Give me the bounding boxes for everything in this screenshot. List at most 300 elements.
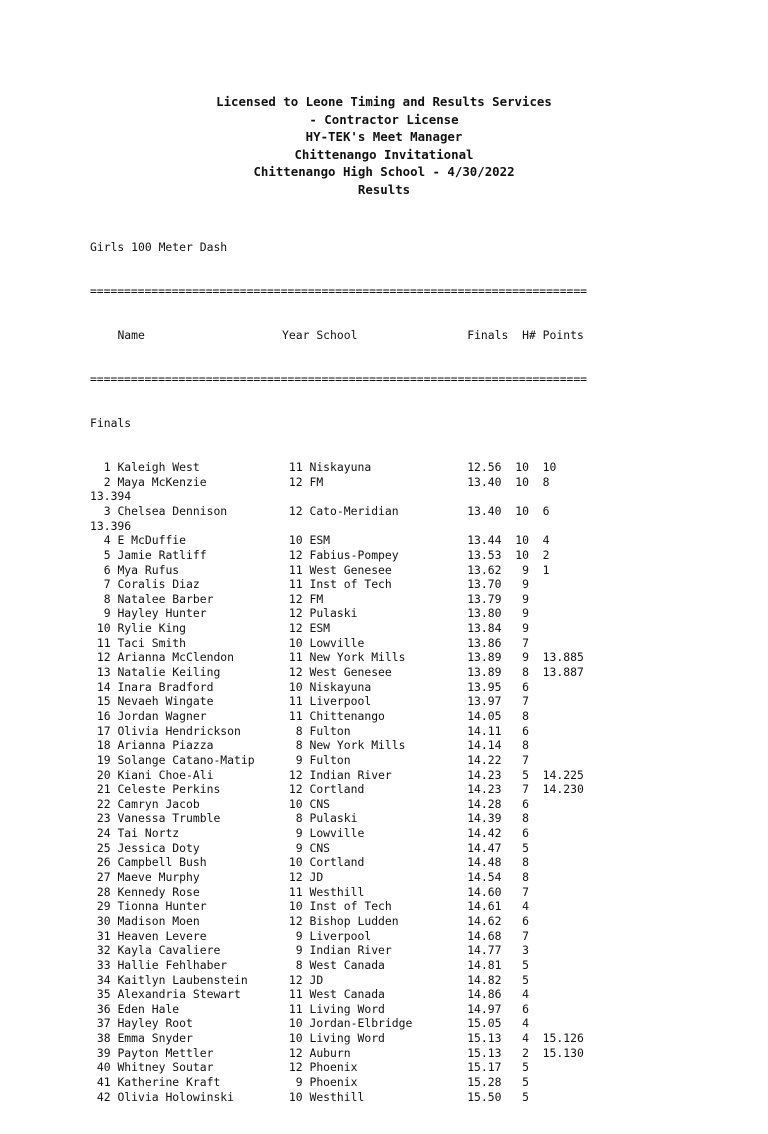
result-row bbox=[90, 460, 587, 475]
result-heat: 5 bbox=[501, 957, 529, 972]
result-place: 3 bbox=[90, 504, 118, 518]
result-row bbox=[90, 899, 587, 914]
result-school: Living Word bbox=[309, 1001, 447, 1016]
result-row bbox=[90, 826, 587, 841]
result-row bbox=[90, 929, 587, 944]
result-time: 15.13 bbox=[446, 1045, 502, 1060]
tie-time-row: 13.394 bbox=[90, 489, 132, 504]
result-year: 10 bbox=[288, 899, 310, 914]
result-school: ESM bbox=[309, 533, 447, 548]
section-label: Finals bbox=[90, 416, 132, 431]
result-heat: 7 bbox=[501, 635, 529, 650]
result-year: 10 bbox=[288, 1031, 310, 1046]
result-year: 12 bbox=[288, 547, 310, 562]
column-header-row bbox=[90, 328, 587, 343]
result-heat: 8 bbox=[501, 665, 529, 680]
result-name: Payton Mettler bbox=[117, 1045, 289, 1060]
result-school: CNS bbox=[309, 840, 447, 855]
result-school: Auburn bbox=[309, 1045, 447, 1060]
result-time: 13.40 bbox=[446, 474, 502, 489]
result-row bbox=[90, 1046, 587, 1061]
result-school: Pulaski bbox=[309, 811, 447, 826]
result-time: 14.97 bbox=[446, 1001, 502, 1016]
result-place: 37 bbox=[90, 1016, 118, 1031]
result-place: 42 bbox=[90, 1089, 118, 1104]
result-name: Tionna Hunter bbox=[117, 899, 289, 914]
result-place: 30 bbox=[90, 913, 118, 928]
result-place: 7 bbox=[90, 577, 118, 592]
column-finals: Finals bbox=[467, 328, 509, 343]
result-year: 11 bbox=[288, 884, 310, 899]
result-row bbox=[90, 841, 587, 856]
result-year: 11 bbox=[288, 650, 310, 665]
result-time: 15.17 bbox=[446, 1060, 502, 1075]
result-heat: 10 bbox=[501, 533, 529, 548]
result-place: 38 bbox=[90, 1031, 118, 1046]
result-name: E McDuffie bbox=[117, 533, 289, 548]
result-place: 8 bbox=[90, 591, 118, 606]
result-year: 11 bbox=[288, 987, 310, 1002]
result-points: 2 bbox=[528, 547, 550, 562]
result-school: Living Word bbox=[309, 1031, 447, 1046]
result-row bbox=[90, 680, 587, 695]
result-row bbox=[90, 724, 587, 739]
results-rows bbox=[90, 460, 587, 1104]
result-time: 13.89 bbox=[446, 650, 502, 665]
result-time: 14.48 bbox=[446, 855, 502, 870]
result-row bbox=[90, 738, 587, 753]
result-time: 15.05 bbox=[446, 1016, 502, 1031]
result-year: 8 bbox=[288, 811, 310, 826]
result-school: West Genesee bbox=[309, 562, 447, 577]
column-school: School bbox=[316, 328, 358, 343]
result-points: 15.126 bbox=[528, 1031, 584, 1046]
result-place: 39 bbox=[90, 1045, 118, 1060]
column-points: Points bbox=[542, 328, 584, 343]
result-heat: 4 bbox=[501, 987, 529, 1002]
result-time: 14.05 bbox=[446, 708, 502, 723]
result-time: 14.62 bbox=[446, 913, 502, 928]
result-place: 34 bbox=[90, 972, 118, 987]
result-school: CNS bbox=[309, 796, 447, 811]
result-place: 28 bbox=[90, 884, 118, 899]
separator-top: ========================================================================= bbox=[90, 284, 587, 299]
result-place: 32 bbox=[90, 943, 118, 958]
result-school: Liverpool bbox=[309, 694, 447, 709]
result-name: Hayley Root bbox=[117, 1016, 289, 1031]
result-place: 29 bbox=[90, 899, 118, 914]
result-place: 6 bbox=[90, 562, 118, 577]
result-year: 10 bbox=[288, 855, 310, 870]
result-year: 10 bbox=[288, 1016, 310, 1031]
result-heat: 8 bbox=[501, 738, 529, 753]
result-row bbox=[90, 943, 587, 958]
result-school: Indian River bbox=[309, 943, 447, 958]
result-name: Olivia Holowinski bbox=[117, 1089, 289, 1104]
result-name: Inara Bradford bbox=[117, 679, 289, 694]
result-row bbox=[90, 811, 587, 826]
result-school: Lowville bbox=[309, 826, 447, 841]
col-padding-name bbox=[90, 328, 117, 342]
result-heat: 4 bbox=[501, 899, 529, 914]
result-school: Cortland bbox=[309, 855, 447, 870]
result-row bbox=[90, 636, 587, 651]
result-row bbox=[90, 577, 587, 592]
result-time: 13.70 bbox=[446, 577, 502, 592]
result-place: 40 bbox=[90, 1060, 118, 1075]
result-row bbox=[90, 782, 587, 797]
result-name: Arianna McClendon bbox=[117, 650, 289, 665]
result-school: Phoenix bbox=[309, 1074, 447, 1089]
result-school: Pulaski bbox=[309, 606, 447, 621]
result-time: 15.50 bbox=[446, 1089, 502, 1104]
result-place: 9 bbox=[90, 606, 118, 621]
result-row bbox=[90, 885, 587, 900]
result-row bbox=[90, 1075, 587, 1090]
result-place: 33 bbox=[90, 957, 118, 972]
result-year: 12 bbox=[288, 767, 310, 782]
meet-name: Chittenango Invitational bbox=[294, 146, 474, 162]
result-school: Westhill bbox=[309, 1089, 447, 1104]
result-heat: 9 bbox=[501, 606, 529, 621]
result-year: 12 bbox=[288, 474, 310, 489]
result-heat: 10 bbox=[501, 547, 529, 562]
result-row bbox=[90, 797, 587, 812]
result-time: 13.53 bbox=[446, 547, 502, 562]
result-heat: 8 bbox=[501, 811, 529, 826]
result-heat: 2 bbox=[501, 1045, 529, 1060]
result-name: Campbell Bush bbox=[117, 855, 289, 870]
result-place: 11 bbox=[90, 635, 118, 650]
result-year: 10 bbox=[288, 1089, 310, 1104]
result-heat: 7 bbox=[501, 928, 529, 943]
result-row bbox=[90, 987, 587, 1002]
result-year: 11 bbox=[288, 562, 310, 577]
result-row bbox=[90, 1031, 587, 1046]
column-name: Name bbox=[117, 328, 145, 343]
result-year: 12 bbox=[288, 606, 310, 621]
result-heat: 6 bbox=[501, 913, 529, 928]
result-row bbox=[90, 855, 587, 870]
result-school: JD bbox=[309, 870, 447, 885]
result-name: Hayley Hunter bbox=[117, 606, 289, 621]
result-school: West Genesee bbox=[309, 665, 447, 680]
result-name: Kaleigh West bbox=[117, 460, 289, 475]
result-heat: 8 bbox=[501, 855, 529, 870]
result-name: Katherine Kraft bbox=[117, 1074, 289, 1089]
result-name: Vanessa Trumble bbox=[117, 811, 289, 826]
result-school: Niskayuna bbox=[309, 679, 447, 694]
result-time: 13.89 bbox=[446, 665, 502, 680]
result-year: 12 bbox=[288, 1060, 310, 1075]
result-row bbox=[90, 650, 587, 665]
result-year: 12 bbox=[288, 665, 310, 680]
result-heat: 10 bbox=[501, 504, 529, 518]
result-school: Bishop Ludden bbox=[309, 913, 447, 928]
result-year: 8 bbox=[288, 738, 310, 753]
result-time: 13.79 bbox=[446, 591, 502, 606]
result-row bbox=[90, 621, 587, 636]
result-time: 14.77 bbox=[446, 943, 502, 958]
result-heat: 6 bbox=[501, 1001, 529, 1016]
result-year: 12 bbox=[288, 972, 310, 987]
result-place: 21 bbox=[90, 782, 118, 797]
result-heat: 10 bbox=[501, 460, 529, 475]
result-row bbox=[90, 973, 587, 988]
result-year: 11 bbox=[288, 460, 310, 475]
result-row bbox=[90, 914, 587, 929]
result-name: Tai Nortz bbox=[117, 826, 289, 841]
result-school: Indian River bbox=[309, 767, 447, 782]
result-year: 11 bbox=[288, 1001, 310, 1016]
result-row bbox=[90, 694, 587, 709]
result-heat: 6 bbox=[501, 826, 529, 841]
result-time: 14.14 bbox=[446, 738, 502, 753]
result-year: 11 bbox=[288, 708, 310, 723]
result-year: 10 bbox=[288, 679, 310, 694]
result-name: Jessica Doty bbox=[117, 840, 289, 855]
result-time: 14.28 bbox=[446, 796, 502, 811]
result-name: Maeve Murphy bbox=[117, 870, 289, 885]
result-name: Alexandria Stewart bbox=[117, 987, 289, 1002]
result-year: 8 bbox=[288, 723, 310, 738]
result-time: 13.84 bbox=[446, 621, 502, 636]
result-year: 9 bbox=[288, 1074, 310, 1089]
result-heat: 5 bbox=[501, 972, 529, 987]
result-place: 35 bbox=[90, 987, 118, 1002]
result-year: 9 bbox=[288, 840, 310, 855]
result-time: 14.60 bbox=[446, 884, 502, 899]
result-time: 13.80 bbox=[446, 606, 502, 621]
result-name: Jordan Wagner bbox=[117, 708, 289, 723]
result-name: Kaitlyn Laubenstein bbox=[117, 972, 289, 987]
result-school: FM bbox=[309, 591, 447, 606]
result-name: Kayla Cavaliere bbox=[117, 943, 289, 958]
software-line: HY-TEK's Meet Manager bbox=[305, 129, 463, 145]
result-heat: 6 bbox=[501, 723, 529, 738]
result-time: 14.54 bbox=[446, 870, 502, 885]
result-heat: 9 bbox=[501, 591, 529, 606]
result-year: 10 bbox=[288, 533, 310, 548]
result-row bbox=[90, 504, 587, 519]
result-time: 14.22 bbox=[446, 752, 502, 767]
result-name: Olivia Hendrickson bbox=[117, 723, 289, 738]
result-place: 31 bbox=[90, 928, 118, 943]
result-year: 12 bbox=[288, 870, 310, 885]
result-place: 10 bbox=[90, 621, 118, 636]
result-points: 14.225 bbox=[528, 767, 584, 782]
contractor-line: - Contractor License bbox=[309, 111, 459, 127]
result-heat: 5 bbox=[501, 1074, 529, 1089]
result-points: 13.885 bbox=[528, 650, 584, 665]
result-time: 14.47 bbox=[446, 840, 502, 855]
result-row bbox=[90, 1090, 587, 1105]
result-heat: 7 bbox=[501, 752, 529, 767]
result-school: Fulton bbox=[309, 723, 447, 738]
result-year: 9 bbox=[288, 943, 310, 958]
result-points: 14.230 bbox=[528, 782, 584, 797]
result-year: 10 bbox=[288, 635, 310, 650]
result-place: 5 bbox=[90, 547, 118, 562]
result-year: 12 bbox=[288, 1045, 310, 1060]
result-place: 14 bbox=[90, 679, 118, 694]
result-place: 1 bbox=[90, 460, 118, 475]
result-name: Taci Smith bbox=[117, 635, 289, 650]
result-time: 13.44 bbox=[446, 533, 502, 548]
result-school: Lowville bbox=[309, 635, 447, 650]
result-heat: 7 bbox=[501, 782, 529, 797]
result-heat: 4 bbox=[501, 1031, 529, 1046]
result-points: 8 bbox=[528, 474, 550, 489]
result-time: 13.86 bbox=[446, 635, 502, 650]
result-time: 12.56 bbox=[446, 460, 502, 475]
result-name: Whitney Soutar bbox=[117, 1060, 289, 1075]
result-year: 10 bbox=[288, 796, 310, 811]
result-time: 14.11 bbox=[446, 723, 502, 738]
result-points: 1 bbox=[528, 562, 550, 577]
result-place: 22 bbox=[90, 796, 118, 811]
result-row bbox=[90, 1002, 587, 1017]
column-year: Year bbox=[282, 328, 310, 343]
result-place: 16 bbox=[90, 708, 118, 723]
result-place: 23 bbox=[90, 811, 118, 826]
result-row bbox=[90, 958, 587, 973]
result-time: 14.42 bbox=[446, 826, 502, 841]
result-heat: 5 bbox=[501, 1060, 529, 1075]
result-time: 14.23 bbox=[446, 782, 502, 797]
meet-location-date: Chittenango High School - 4/30/2022 bbox=[253, 164, 515, 180]
result-school: Liverpool bbox=[309, 928, 447, 943]
result-heat: 9 bbox=[501, 577, 529, 592]
result-time: 13.97 bbox=[446, 694, 502, 709]
result-points: 13.887 bbox=[528, 665, 584, 680]
result-school: New York Mills bbox=[309, 738, 447, 753]
result-name: Kennedy Rose bbox=[117, 884, 289, 899]
results-heading: Results bbox=[357, 181, 411, 197]
tie-time-row: 13.396 bbox=[90, 518, 132, 533]
result-school: Jordan-Elbridge bbox=[309, 1016, 447, 1031]
result-place: 41 bbox=[90, 1074, 118, 1089]
result-school: ESM bbox=[309, 621, 447, 636]
result-name: Heaven Levere bbox=[117, 928, 289, 943]
result-place: 20 bbox=[90, 767, 118, 782]
result-place: 24 bbox=[90, 826, 118, 841]
result-heat: 8 bbox=[501, 708, 529, 723]
result-name: Madison Moen bbox=[117, 913, 289, 928]
result-school: FM bbox=[309, 474, 447, 489]
result-year: 11 bbox=[288, 694, 310, 709]
result-points: 6 bbox=[528, 504, 550, 518]
result-school: West Canada bbox=[309, 957, 447, 972]
result-heat: 4 bbox=[501, 1016, 529, 1031]
result-year: 9 bbox=[288, 752, 310, 767]
result-heat: 6 bbox=[501, 679, 529, 694]
result-row bbox=[90, 753, 587, 768]
result-school: Fabius-Pompey bbox=[309, 547, 447, 562]
result-heat: 9 bbox=[501, 650, 529, 665]
result-heat: 10 bbox=[501, 474, 529, 489]
result-year: 12 bbox=[288, 621, 310, 636]
result-points: 4 bbox=[528, 533, 550, 548]
result-place: 19 bbox=[90, 752, 118, 767]
result-row bbox=[90, 592, 587, 607]
result-points: 15.130 bbox=[528, 1045, 584, 1060]
result-school: Phoenix bbox=[309, 1060, 447, 1075]
result-place: 17 bbox=[90, 723, 118, 738]
result-name: Chelsea Dennison bbox=[117, 504, 289, 518]
result-school: Cato-Meridian bbox=[309, 504, 447, 518]
result-time: 14.23 bbox=[446, 767, 502, 782]
result-year: 12 bbox=[288, 591, 310, 606]
event-title: Girls 100 Meter Dash bbox=[90, 240, 228, 255]
result-row bbox=[90, 709, 587, 724]
result-school: Westhill bbox=[309, 884, 447, 899]
result-place: 27 bbox=[90, 870, 118, 885]
column-heat: H# bbox=[522, 328, 536, 343]
result-school: West Canada bbox=[309, 987, 447, 1002]
result-name: Nevaeh Wingate bbox=[117, 694, 289, 709]
result-school: Fulton bbox=[309, 752, 447, 767]
result-place: 2 bbox=[90, 474, 118, 489]
result-year: 9 bbox=[288, 826, 310, 841]
result-school: Cortland bbox=[309, 782, 447, 797]
result-name: Natalee Barber bbox=[117, 591, 289, 606]
result-name: Solange Catano-Matip bbox=[117, 752, 289, 767]
result-heat: 5 bbox=[501, 1089, 529, 1104]
result-name: Hallie Fehlhaber bbox=[117, 957, 289, 972]
license-line: Licensed to Leone Timing and Results Services bbox=[216, 94, 552, 109]
result-heat: 3 bbox=[501, 943, 529, 958]
result-name: Maya McKenzie bbox=[117, 474, 289, 489]
result-row bbox=[90, 533, 587, 548]
result-name: Emma Snyder bbox=[117, 1031, 289, 1046]
result-name: Coralis Diaz bbox=[117, 577, 289, 592]
document-header bbox=[0, 93, 768, 199]
result-row bbox=[90, 548, 587, 563]
result-row bbox=[90, 768, 587, 783]
result-name: Rylie King bbox=[117, 621, 289, 636]
result-time: 14.81 bbox=[446, 957, 502, 972]
result-place: 4 bbox=[90, 533, 118, 548]
result-place: 26 bbox=[90, 855, 118, 870]
result-time: 14.82 bbox=[446, 972, 502, 987]
result-heat: 8 bbox=[501, 870, 529, 885]
result-school: Inst of Tech bbox=[309, 899, 447, 914]
result-heat: 5 bbox=[501, 767, 529, 782]
result-row bbox=[90, 475, 587, 490]
result-place: 13 bbox=[90, 665, 118, 680]
result-row bbox=[90, 1060, 587, 1075]
result-row bbox=[90, 870, 587, 885]
result-name: Camryn Jacob bbox=[117, 796, 289, 811]
result-place: 12 bbox=[90, 650, 118, 665]
separator-bottom: ========================================================================= bbox=[90, 372, 587, 387]
result-place: 25 bbox=[90, 840, 118, 855]
result-school: Inst of Tech bbox=[309, 577, 447, 592]
result-name: Eden Hale bbox=[117, 1001, 289, 1016]
result-school: Chittenango bbox=[309, 708, 447, 723]
result-time: 13.95 bbox=[446, 679, 502, 694]
result-time: 15.28 bbox=[446, 1074, 502, 1089]
result-name: Arianna Piazza bbox=[117, 738, 289, 753]
result-name: Celeste Perkins bbox=[117, 782, 289, 797]
result-row bbox=[90, 665, 587, 680]
result-heat: 9 bbox=[501, 621, 529, 636]
result-place: 36 bbox=[90, 1001, 118, 1016]
result-year: 11 bbox=[288, 577, 310, 592]
result-school: Niskayuna bbox=[309, 460, 447, 475]
result-name: Kiani Choe-Ali bbox=[117, 767, 289, 782]
